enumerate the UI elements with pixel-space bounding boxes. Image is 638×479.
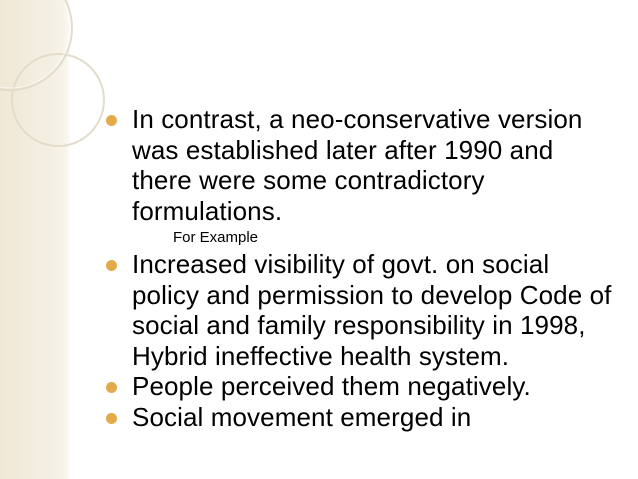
bullet-text: Social movement emerged in — [132, 401, 472, 432]
bullet-item — [100, 104, 620, 226]
bullet-dot-icon — [106, 382, 117, 393]
bullet-dot-icon — [106, 115, 117, 126]
bullet-text: In contrast, a neo-conservative version was established later after 1990 and there were some contradictory formulations. — [132, 104, 583, 226]
bullet-item — [100, 371, 620, 402]
bullet-item — [100, 249, 620, 371]
bullet-item — [100, 402, 620, 433]
bullet-text: Increased visibility of govt. on social policy and permission to develop Code of social and family responsibility in 1998, Hybrid ineffective health system. — [132, 249, 612, 371]
bullet-dot-icon — [106, 260, 117, 271]
slide-content — [100, 104, 620, 432]
bullet-text: People perceived them negatively. — [132, 371, 531, 401]
sub-label: For Example — [173, 229, 259, 246]
bullet-dot-icon — [106, 413, 117, 424]
